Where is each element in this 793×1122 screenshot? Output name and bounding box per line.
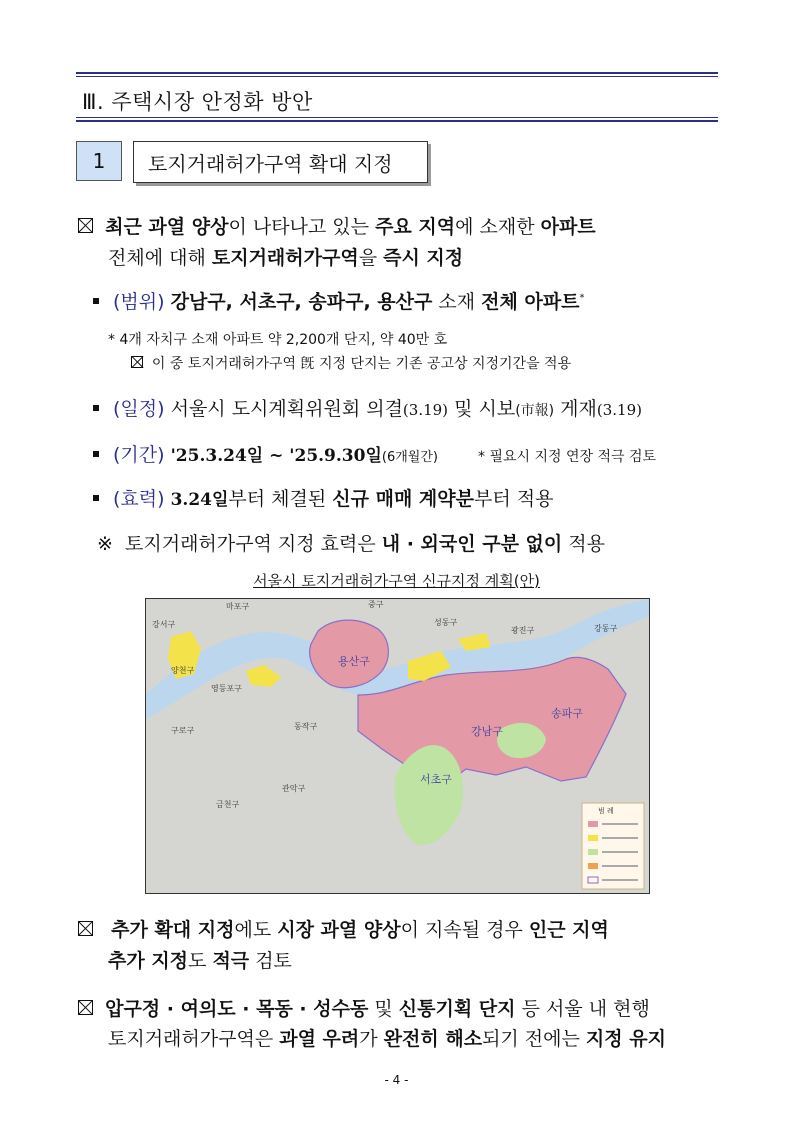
checkbox-bullet-icon [78,218,93,233]
bullet-scope: (범위) 강남구, 서초구, 송파구, 용산구 소재 전체 아파트* [93,287,585,314]
legend-title: 범 례 [598,807,614,815]
label-yongsan: 용산구 [338,655,370,668]
subsection-title: 토지거래허가구역 확대 지정 [133,141,428,183]
checkbox-bullet-icon [78,921,93,936]
label-gangnam: 강남구 [471,725,503,738]
bullet-period: (기간) '25.3.24일 ~ '25.9.30일(6개월간) * 필요시 지정 연장 적극 검토 [93,440,656,467]
checkbox-bullet-icon [78,1000,93,1015]
scope-note-1: * 4개 자치구 소재 아파트 약 2,200개 단지, 약 40만 호 [108,332,448,348]
checkbox-bullet-icon [131,356,143,368]
label-seocho: 서초구 [420,773,452,786]
map-svg [146,599,649,893]
remark: ※ 토지거래허가구역 지정 효력은 내 · 외국인 구분 없이 적용 [97,533,606,555]
top-rule-thin [76,76,718,77]
label-geumcheon: 금천구 [216,800,240,809]
label-guro: 구로구 [171,726,195,735]
bottom-rule-thin [76,117,718,118]
seoul-zoning-map [145,598,650,894]
top-rule-thick [76,72,718,74]
section-title: Ⅲ. 주택시장 안정화 방안 [82,90,313,114]
map-legend [582,803,644,889]
map-caption: 서울시 토지거래허가구역 신규지정 계획(안) [253,572,540,590]
label-songpa: 송파구 [551,707,583,720]
bullet-effect: (효력) 3.24일부터 체결된 신규 매매 계약분부터 적용 [93,484,553,511]
para3-line1: 압구정 · 여의도 · 목동 · 성수동 및 신통기획 단지 등 서울 내 현행 [78,994,650,1021]
label-gwanak: 관악구 [282,784,306,793]
square-bullet-icon [93,451,99,457]
para1-line1: 최근 과열 양상이 나타나고 있는 주요 지역에 소재한 아파트 [78,212,596,239]
label-gwangjin: 광진구 [511,626,535,635]
page-number: - 4 - [384,1073,409,1087]
label-dongjak: 동작구 [294,722,318,731]
label-gangseo: 강서구 [152,620,176,629]
label-jung: 중구 [368,600,384,609]
label-yangcheon: 양천구 [171,666,195,675]
bullet-schedule: (일정) 서울시 도시계획위원회 의결(3.19) 및 시보(市報) 게재(3.19) [93,394,642,421]
scope-note-2: 이 중 토지거래허가구역 旣 지정 단지는 기존 공고상 지정기간을 적용 [131,353,571,373]
label-seongdong: 성동구 [434,618,458,627]
square-bullet-icon [93,298,99,304]
label-mapo: 마포구 [226,602,250,611]
label-gangdong: 강동구 [594,624,618,633]
square-bullet-icon [93,495,99,501]
bottom-rule-thick [76,120,718,122]
para2-line1: 추가 확대 지정에도 시장 과열 양상이 지속될 경우 인근 지역 [78,915,609,942]
label-yeongdeungpo: 영등포구 [211,684,242,693]
para2-line2: 추가 지정도 적극 검토 [108,950,292,972]
para3-line2: 토지거래허가구역은 과열 우려가 완전히 해소되기 전에는 지정 유지 [108,1028,666,1050]
subsection-number: 1 [76,141,122,181]
para1-line2: 전체에 대해 토지거래허가구역을 즉시 지정 [108,247,464,269]
square-bullet-icon [93,405,99,411]
